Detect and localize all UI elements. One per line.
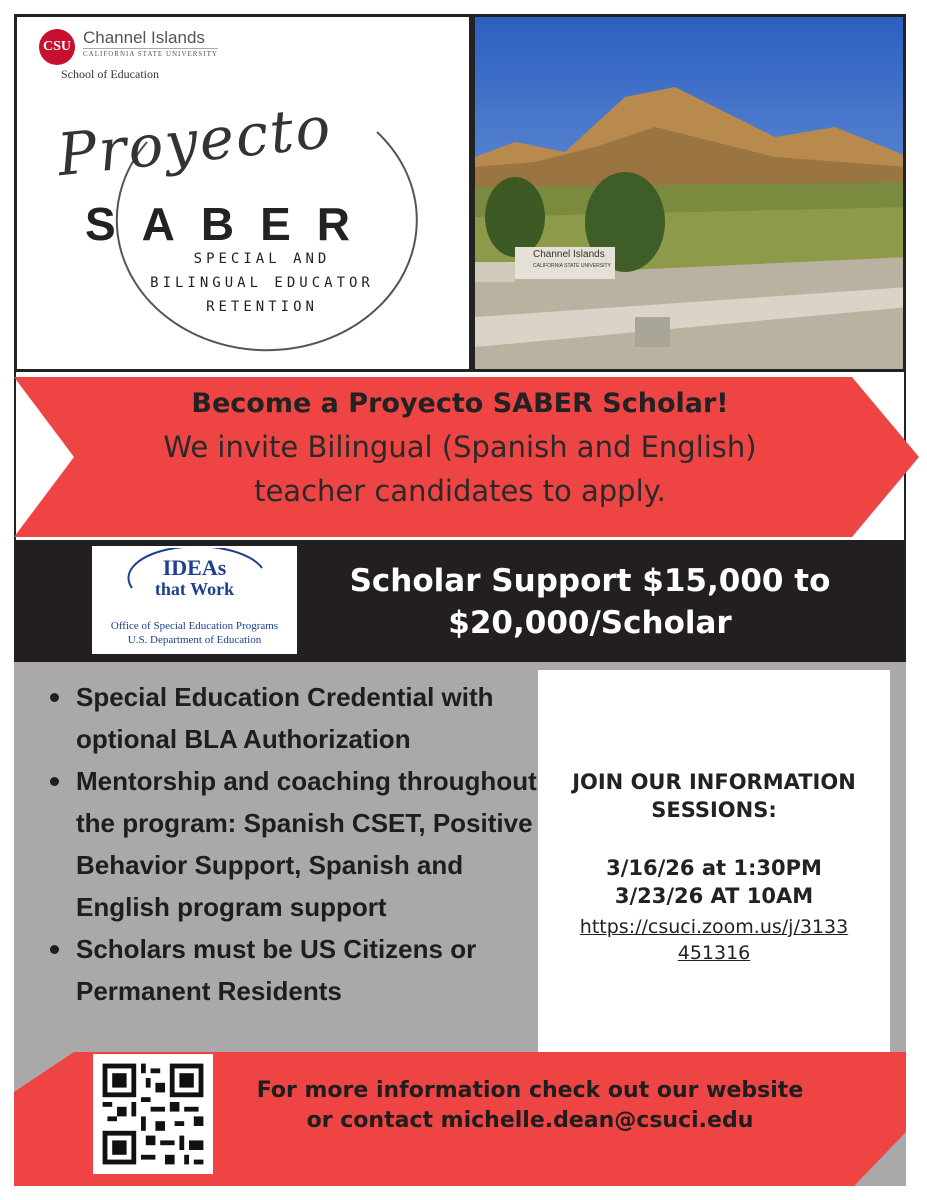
- zoom-link-line-2[interactable]: 451316: [677, 942, 751, 964]
- school-name: School of Education: [61, 67, 159, 81]
- list-item: [50, 928, 540, 1012]
- banner-title: Become a Proyecto SABER Scholar!: [191, 388, 729, 419]
- ideas-subtitle: that Work: [154, 579, 235, 599]
- tagline-line-2: BILINGUAL EDUCATOR: [150, 275, 374, 291]
- scholar-support-heading: [320, 560, 860, 644]
- zoom-link[interactable]: [538, 914, 890, 966]
- banner-line-1: We invite Bilingual (Spanish and English): [163, 430, 757, 464]
- footer-line-2[interactable]: or contact michelle.dean@csuci.edu: [306, 1108, 754, 1133]
- ideas-that-work-logo: [92, 546, 297, 654]
- list-item-text: Special Education Credential with optional BLA Authorization: [76, 682, 494, 754]
- ideas-title: IDEAs: [162, 555, 227, 580]
- session-date-1: 3/16/26 at 1:30PM: [606, 856, 822, 880]
- info-sessions-box: [538, 670, 890, 1068]
- proyecto-script: Proyecto: [54, 92, 336, 190]
- university-name: Channel Islands: [83, 28, 205, 47]
- list-item: [50, 676, 540, 760]
- ideas-department-line: U.S. Department of Education: [127, 634, 262, 646]
- support-line-1: Scholar Support $15,000 to: [349, 563, 831, 599]
- contact-footer: [225, 1076, 835, 1136]
- campus-landscape-image: [475, 17, 906, 372]
- support-line-2: $20,000/Scholar: [448, 605, 732, 641]
- info-heading-1: JOIN OUR INFORMATION: [572, 770, 856, 794]
- csu-brand: [39, 29, 218, 65]
- sign-text: Channel Islands: [533, 249, 605, 260]
- list-item-text: Mentorship and coaching throughout the program: Spanish CSET, Positive Behavior Support, Spanish and English program support: [76, 766, 537, 922]
- tagline-line-3: RETENTION: [206, 299, 318, 315]
- bullet-icon: [50, 693, 59, 702]
- footer-line-1: For more information check out our website: [256, 1078, 804, 1103]
- qr-code-icon[interactable]: [93, 1054, 213, 1174]
- info-heading-2: SESSIONS:: [651, 798, 777, 822]
- campus-photo: [472, 14, 906, 372]
- benefits-list: [50, 676, 540, 1012]
- list-item: [50, 760, 540, 928]
- csu-seal-icon: CSU: [39, 29, 75, 65]
- banner-line-2: teacher candidates to apply.: [254, 474, 666, 508]
- session-date-2: 3/23/26 AT 10AM: [614, 884, 814, 908]
- saber-title: SABER: [85, 198, 377, 250]
- bullet-icon: [50, 945, 59, 954]
- tagline-line-1: SPECIAL AND: [193, 251, 331, 267]
- list-item-text: Scholars must be US Citizens or Permanent Residents: [76, 934, 477, 1006]
- bullet-icon: [50, 777, 59, 786]
- program-logo-panel: [14, 14, 472, 372]
- sign-subtitle: CALIFORNIA STATE UNIVERSITY: [533, 263, 611, 269]
- ideas-office-line: Office of Special Education Programs: [110, 620, 279, 632]
- zoom-link-line-1[interactable]: https://csuci.zoom.us/j/3133: [579, 916, 849, 938]
- university-subtitle: CALIFORNIA STATE UNIVERSITY: [83, 50, 218, 58]
